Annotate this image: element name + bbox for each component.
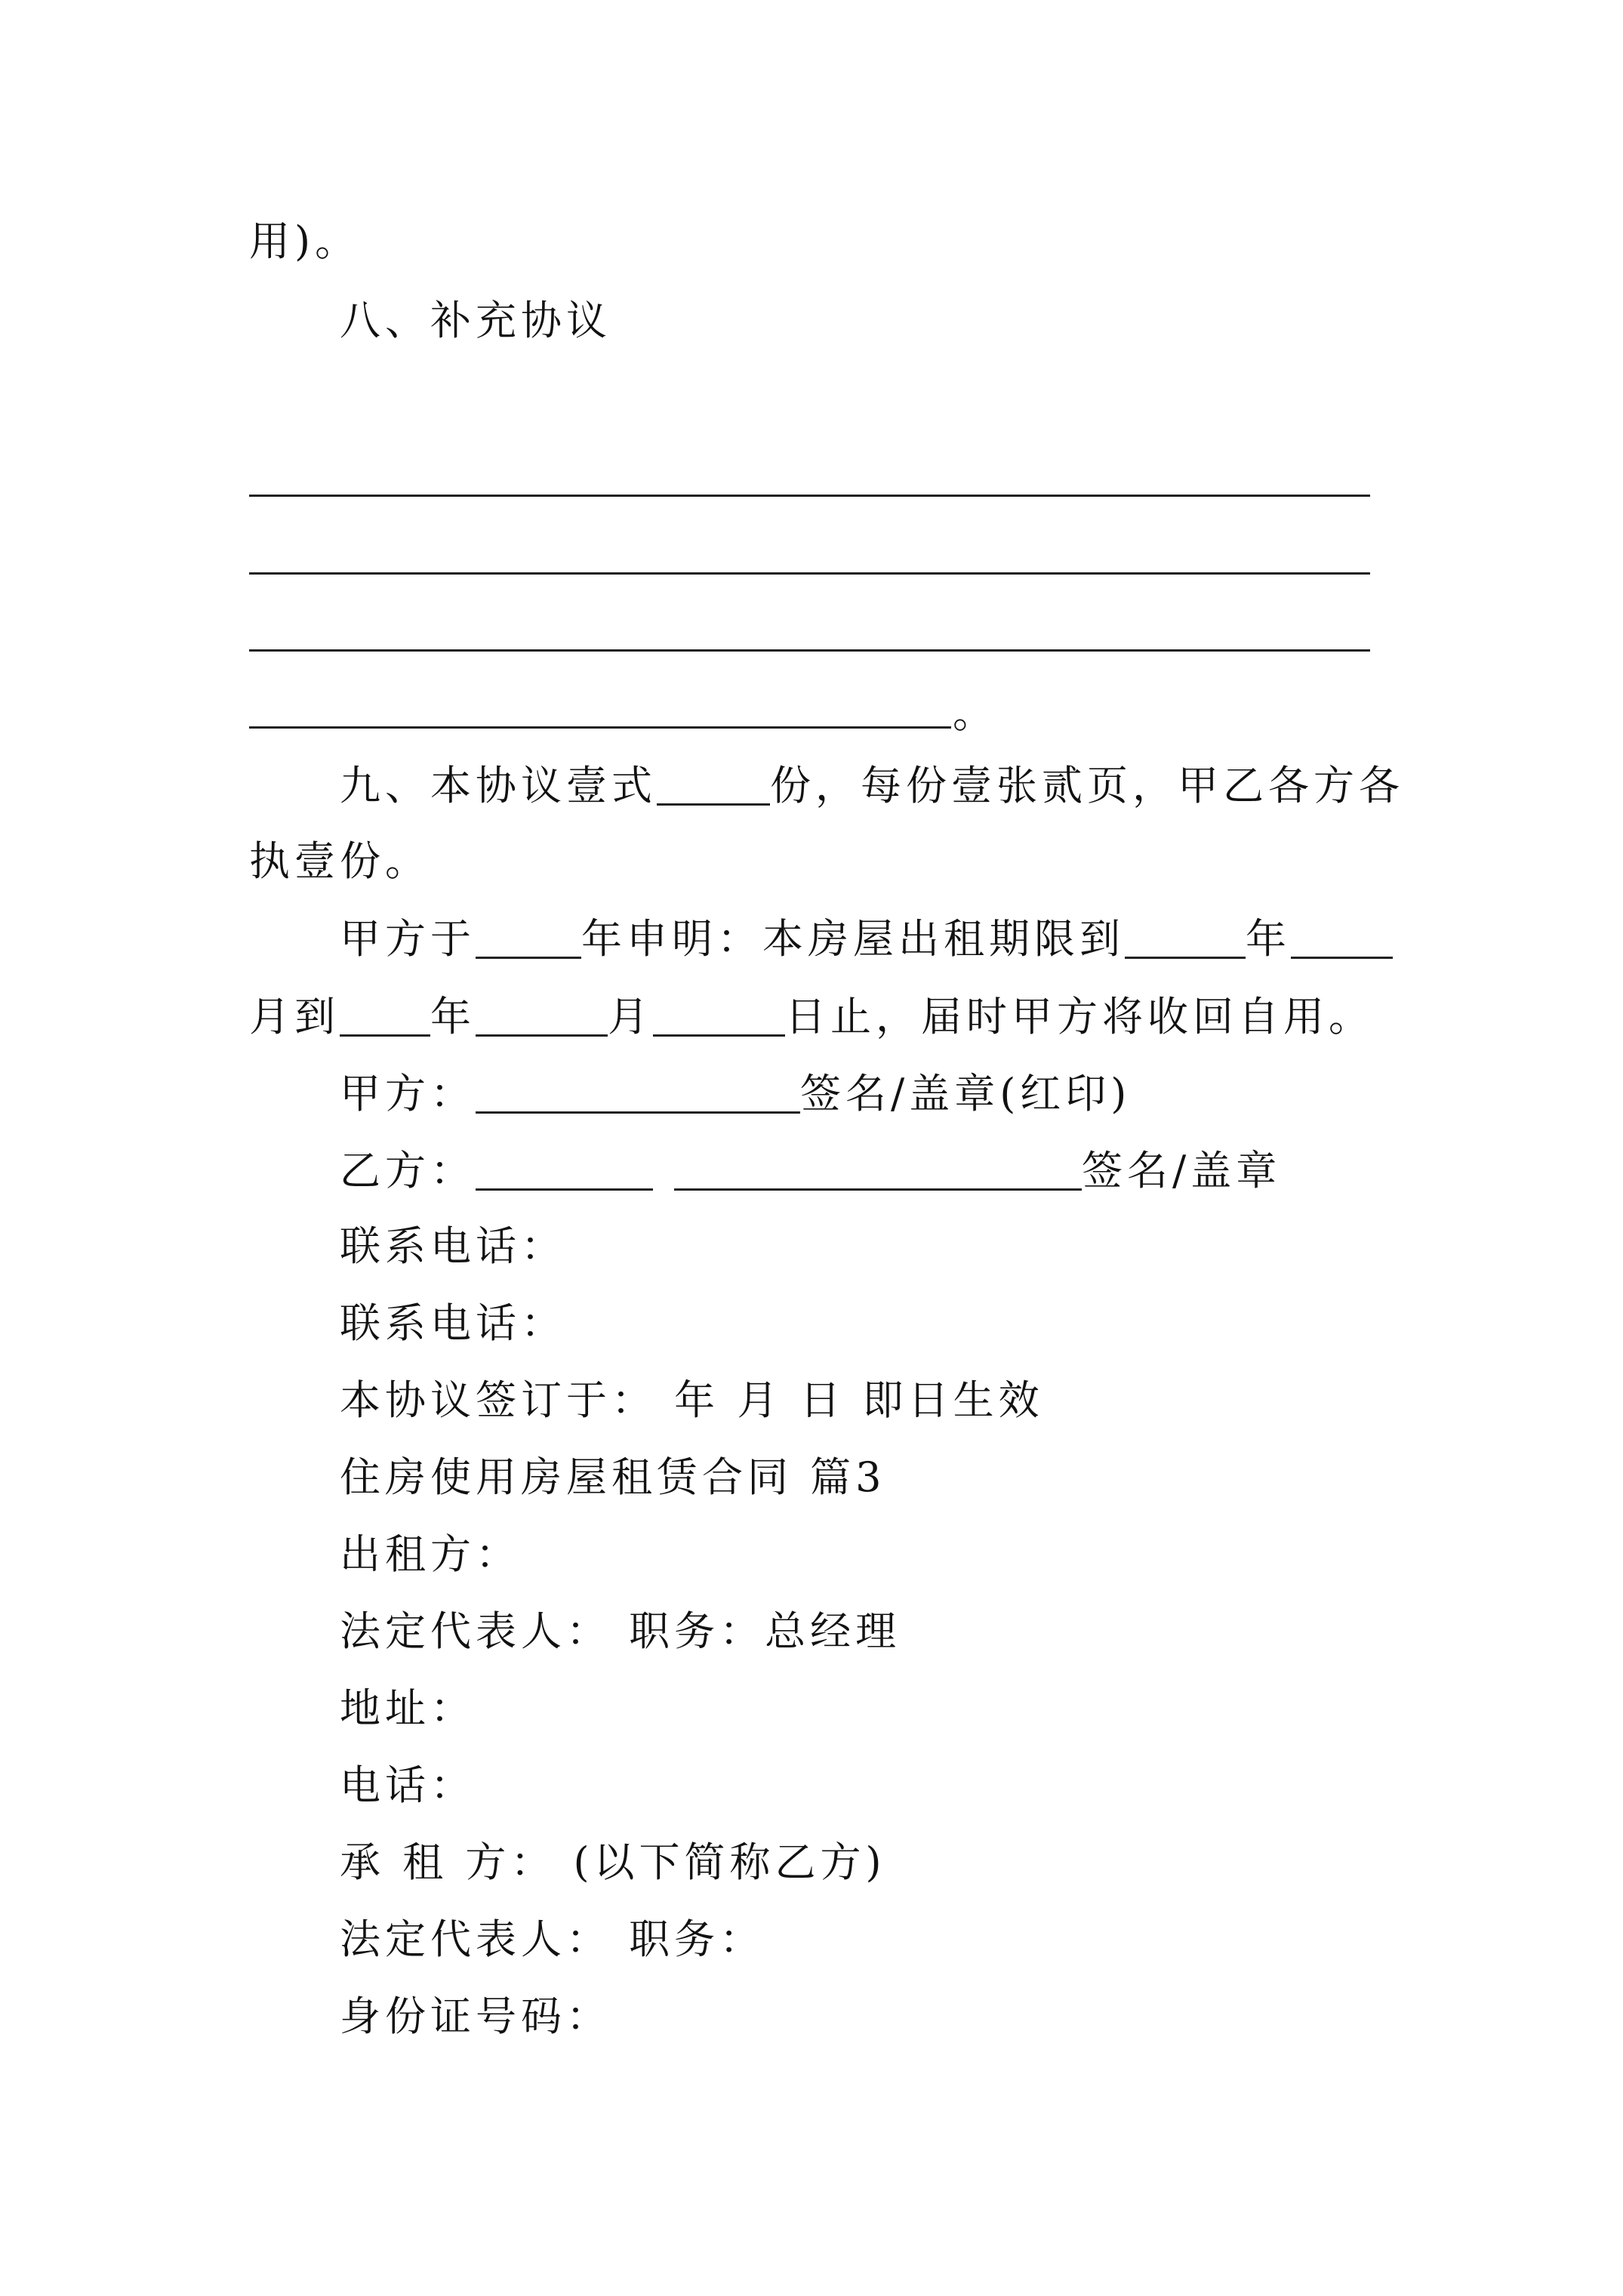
clause-copies-cont: 执壹份。	[249, 837, 430, 885]
text-line-end: 。	[953, 689, 998, 737]
fill-blank	[476, 917, 581, 959]
signature-blank	[476, 1149, 653, 1191]
party-b-signature	[340, 1147, 1282, 1194]
lessee-label: 承 租 方： (以下简称乙方)	[340, 1838, 886, 1886]
blank-line	[249, 572, 1370, 575]
text: 签名/盖章	[1082, 1147, 1282, 1194]
lessor-label: 出租方：	[340, 1530, 521, 1578]
id-number-label: 身份证号码：	[340, 1992, 611, 2040]
address-label: 地址：	[340, 1684, 476, 1732]
clause-lease-term-cont	[249, 993, 1374, 1040]
contract-title: 住房使用房屋租赁合同 篇3	[340, 1453, 886, 1501]
clause-copies	[340, 762, 1404, 809]
text: 九、本协议壹式	[340, 762, 657, 809]
signature-blank	[674, 1149, 1082, 1191]
fill-blank	[1125, 917, 1246, 959]
clause-lease-term	[340, 915, 1393, 963]
contact-phone: 联系电话：	[340, 1299, 566, 1347]
contact-phone: 联系电话：	[340, 1222, 566, 1270]
legal-representative: 法定代表人： 职务：	[340, 1915, 765, 1963]
text: 年	[1246, 915, 1291, 963]
text: 月到	[249, 993, 340, 1040]
fill-blank	[340, 995, 430, 1037]
blank-line	[249, 495, 1370, 497]
text: 日止，届时甲方将收回自用。	[785, 993, 1374, 1040]
fill-blank	[653, 995, 785, 1037]
legal-representative: 法定代表人： 职务：总经理	[340, 1607, 901, 1655]
signature-blank	[476, 1072, 800, 1114]
blank-line	[249, 649, 1370, 652]
fill-blank	[657, 764, 770, 806]
fill-blank	[1291, 917, 1393, 959]
party-a-signature	[340, 1070, 1132, 1117]
blank-line	[249, 726, 951, 729]
text: 签名/盖章(红印)	[800, 1070, 1132, 1117]
fill-blank	[476, 995, 608, 1037]
text: 乙方：	[340, 1147, 476, 1194]
text: 年	[430, 993, 476, 1040]
text-line-continuation: 用)。	[249, 217, 361, 265]
signing-date: 本协议签订于： 年 月 日 即日生效	[340, 1376, 1044, 1424]
text: 甲方：	[340, 1070, 476, 1117]
text: 份，每份壹张贰页，甲乙各方各	[770, 762, 1404, 809]
text: 月	[608, 993, 653, 1040]
text: 年申明：本房屋出租期限到	[581, 915, 1125, 963]
phone-label: 电话：	[340, 1761, 476, 1809]
section-heading-supplementary-agreement: 八、补充协议	[340, 297, 611, 344]
text: 甲方于	[340, 915, 476, 963]
